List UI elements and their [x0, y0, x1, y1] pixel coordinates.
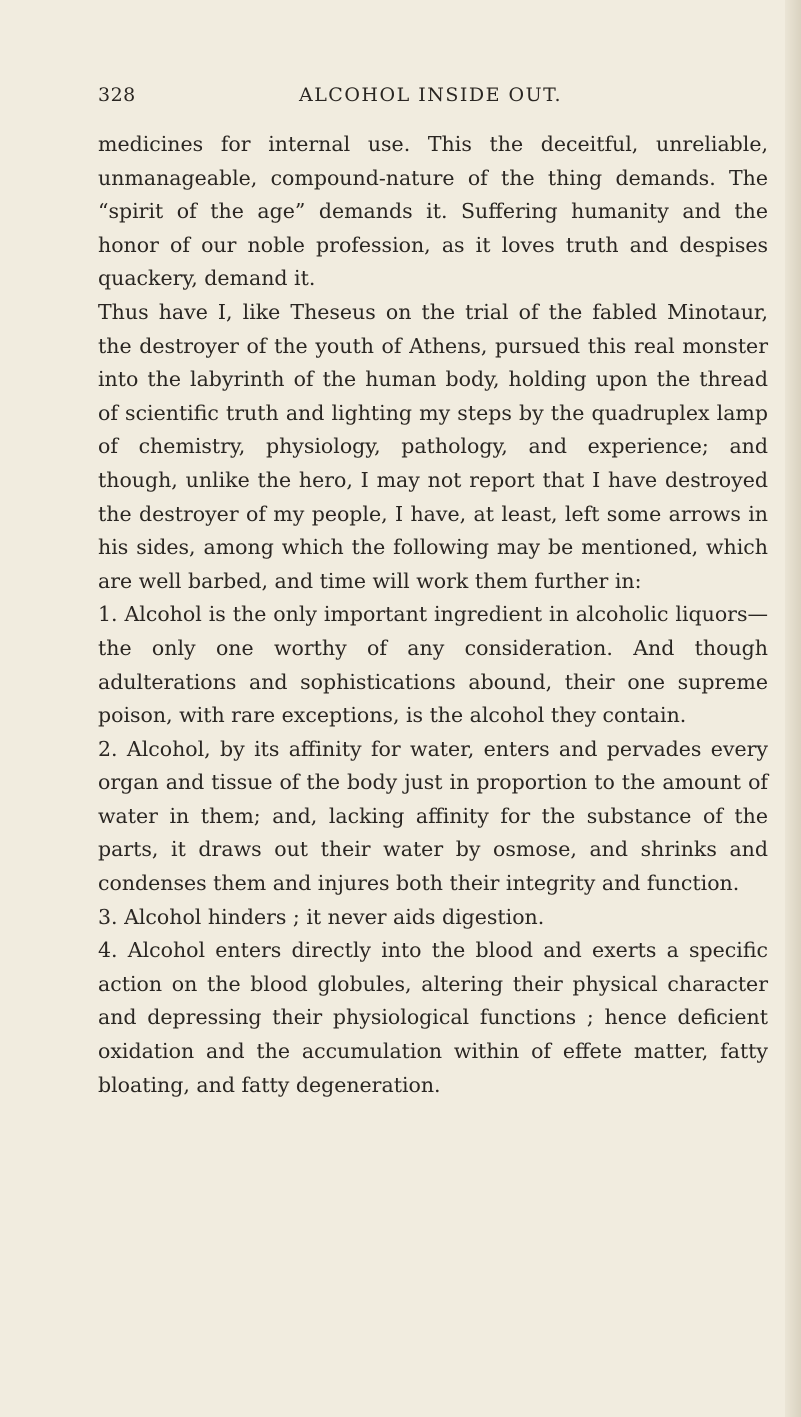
running-head: ALCOHOL INSIDE OUT. [298, 84, 563, 106]
list-item-3: 3. Alcohol hinders ; it never aids digestion. [98, 904, 545, 929]
page-edge [785, 0, 801, 1417]
list-item-1: 1. Alcohol is the only important ingredient in alcoholic liquors—the only one worthy of any consideration. And though adulterations and sophistications abound, their one supreme poison, with rare exceptions, is the alcohol they contain. [98, 602, 768, 728]
paragraph-1: medicines for internal use. This the deceitful, unreliable, unmanageable, compound-nature of the thing demands. The “spirit of the age” demands it. Suffering humanity and the honor of our noble profession, as it loves truth and despises quackery, demand it. [98, 132, 768, 291]
page-header [98, 84, 763, 114]
page-number: 328 [98, 84, 136, 106]
paragraph-2: Thus have I, like Theseus on the trial of the fabled Minotaur, the destroyer of the youth of Athens, pursued this real monster into the labyrinth of the human body, holding upon the thread of scientific truth and lighting my steps by the quadruplex lamp of chemistry, physiology, pathology, and experience; and though, unlike the hero, I may not report that I have destroyed the destroyer of my people, I have, at least, left some arrows in his sides, among which the following may be mentioned, which are well barbed, and time will work them further in: [98, 299, 768, 593]
body-text [98, 128, 768, 1102]
list-item-2: 2. Alcohol, by its affinity for water, enters and pervades every organ and tissue of the body just in proportion to the amount of water in them; and, lacking affinity for the substance of the parts, it draws out their water by osmose, and shrinks and condenses them and injures both their integrity and function. [98, 736, 768, 896]
list-item-4: 4. Alcohol enters directly into the blood and exerts a specific action on the blood globules, altering their physical character and depressing their physiological functions ; hence deficient oxidation and the accumulation within of effete matter, fatty bloating, and fatty degeneration. [98, 938, 768, 1097]
